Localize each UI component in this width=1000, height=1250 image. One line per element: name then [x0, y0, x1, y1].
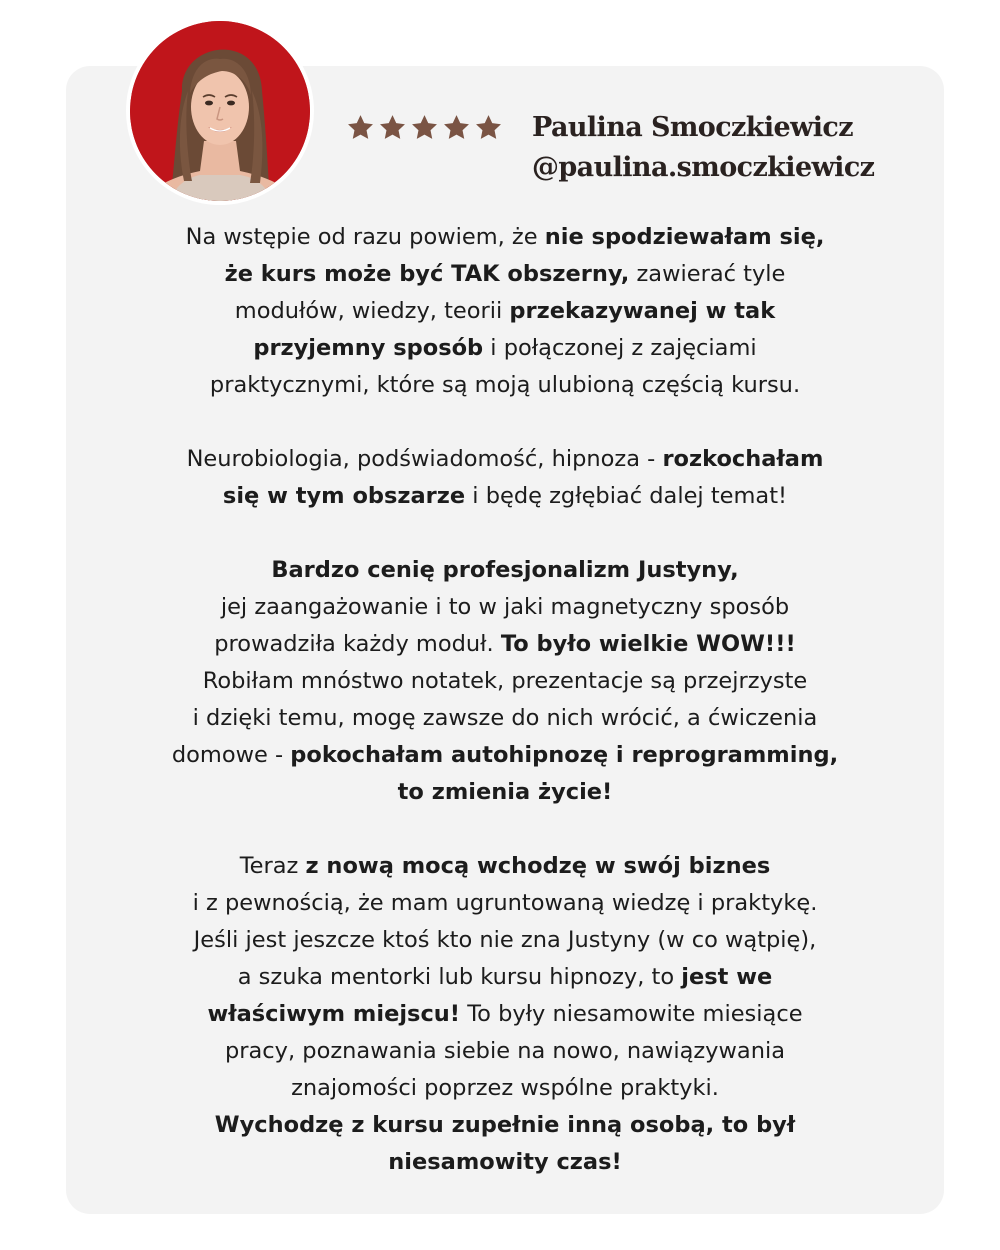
review-paragraph-2: Neurobiologia, podświadomość, hipnoza - rozkochałam się w tym obszarze i będę zgłębiać dalej temat!	[186, 446, 824, 509]
review-paragraph-1: Na wstępie od razu powiem, że nie spodziewałam się, że kurs może być TAK obszerny, zawierać tyle modułów, wiedzy, teorii przekazywanej w tak przyjemny sposób i połączonej z zajęciami praktycznymi, które są moją ulubioną częścią kursu.	[185, 224, 825, 398]
reviewer-handle: @paulina.smoczkiewicz	[532, 152, 875, 183]
review-paragraph-3: Bardzo cenię profesjonalizm Justyny, jej zaangażowanie i to w jaki magnetyczny sposób prowadziła każdy moduł. To było wielkie WOW!!! Robiłam mnóstwo notatek, prezentacje są przejrzyste i dzięki temu, mogę zawsze do nich wrócić, a ćwiczenia domowe - pokochałam autohipnozę i reprogramming, to zmienia życie!	[171, 557, 839, 805]
avatar	[130, 21, 310, 201]
star-icon	[378, 113, 407, 142]
avatar-frame	[126, 17, 314, 205]
rating-stars	[346, 113, 503, 147]
star-icon	[346, 113, 375, 142]
reviewer-name: Paulina Smoczkiewicz	[532, 112, 854, 143]
star-icon	[442, 113, 471, 142]
review-paragraph-4: Teraz z nową mocą wchodzę w swój biznes i z pewnością, że mam ugruntowaną wiedzę i praktykę. Jeśli jest jeszcze ktoś kto nie zna Justyny (w co wątpię), a szuka mentorki lub kursu hipnozy, to jest we właściwym miejscu! To były niesamowite miesiące pracy, poznawania siebie na nowo, nawiązywania znajomości poprzez wspólne praktyki. Wychodzę z kursu zupełnie inną osobą, to był niesamowity czas!	[192, 853, 818, 1175]
star-icon	[410, 113, 439, 142]
reviewer-photo	[130, 21, 310, 201]
star-icon	[474, 113, 503, 142]
review-text	[90, 219, 920, 1181]
